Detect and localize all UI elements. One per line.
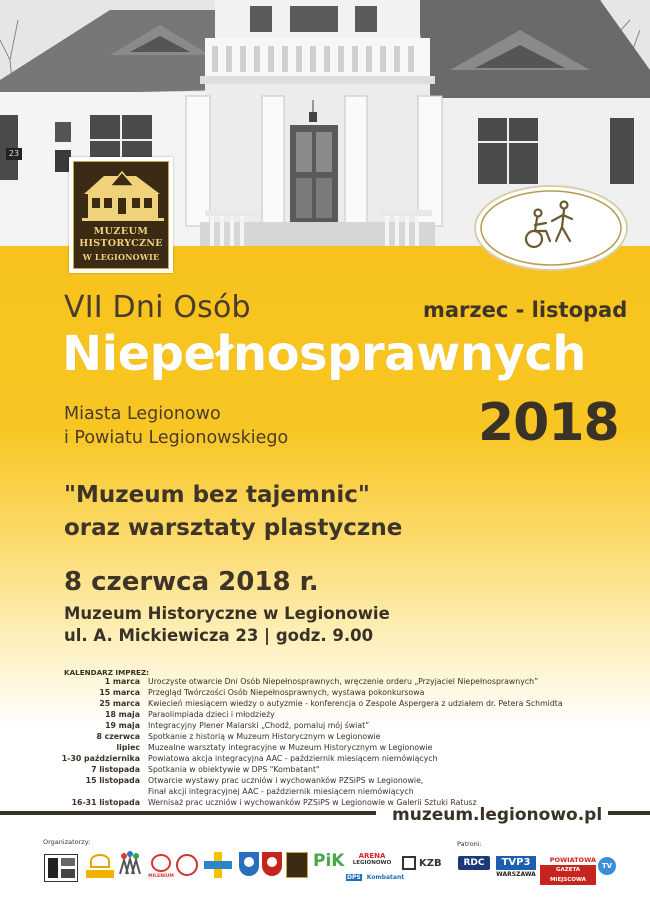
house-number-plate: 23 [6, 148, 22, 160]
event-address: ul. A. Mickiewicza 23 | godz. 9.00 [64, 626, 374, 645]
event-year: 2018 [478, 393, 619, 453]
calendar-row [0, 732, 650, 742]
calendar-event: Spotkania w obiektywie w DPS "Kombatant" [148, 765, 320, 774]
event-period: marzec - listopad [423, 298, 628, 322]
calendar-event: Muzealne warsztaty integracyjne w Muzeum Historycznym w Legionowie [148, 743, 433, 752]
event-date: 8 czerwca 2018 r. [64, 567, 319, 597]
organizers-label: Organizatorzy: [43, 838, 91, 846]
calendar-row [0, 677, 650, 687]
main-title: Niepełnosprawnych [62, 326, 586, 382]
museum-logo-line1: MUZEUM [93, 226, 149, 237]
organizer-logo-1 [44, 854, 78, 882]
kzb-logo: KZB [402, 854, 442, 878]
calendar-row [0, 743, 650, 753]
calendar-row [0, 688, 650, 698]
community-figures-icon [118, 850, 142, 880]
museum-small-logo [286, 852, 308, 878]
disability-integration-icon [472, 183, 630, 273]
museum-house-icon [74, 164, 170, 226]
patrons-label: Patroni: [457, 840, 482, 848]
gazeta-miejscowa-logo: POWIATOWA GAZETA MIEJSCOWA [540, 856, 596, 880]
city-coat-of-arms-icon [262, 852, 282, 876]
local-tv-logo: TV [598, 857, 616, 875]
calendar-date: 18 maja [105, 710, 140, 719]
calendar-row [0, 787, 650, 797]
calendar-date: 25 marca [99, 699, 140, 708]
calendar-event: Spotkanie z historią w Muzeum Historycznym w Legionowie [148, 732, 381, 741]
calendar-event: Powiatowa akcja integracyjna AAC - październik miesiącem niemówiących [148, 754, 438, 763]
calendar-event: Otwarcie wystawy prac uczniów i wychowanków PZSiPS w Legionowie, [148, 776, 424, 785]
city-line-2: i Powiatu Legionowskiego [64, 428, 289, 448]
calendar-date: 16-31 listopada [71, 798, 140, 807]
city-line-1: Miasta Legionowo [64, 404, 221, 424]
calendar-event: Wernisaż prac uczniów i wychowanków PZSiPS w Legionowie w Galerii Sztuki Ratusz [148, 798, 477, 807]
calendar-row [0, 765, 650, 775]
calendar-date: 15 marca [99, 688, 140, 697]
county-coat-of-arms-icon [239, 852, 259, 876]
calendar-date: lipiec [116, 743, 140, 752]
calendar-date: 19 maja [105, 721, 140, 730]
calendar-date: 1 marca [104, 677, 140, 686]
footer-divider-right [608, 811, 650, 815]
event-venue: Muzeum Historyczne w Legionowie [64, 604, 390, 623]
calendar-row [0, 776, 650, 786]
calendar-row [0, 754, 650, 764]
calendar-heading: KALENDARZ IMPREZ: [64, 668, 150, 677]
museum-website-link[interactable]: muzeum.legionowo.pl [392, 805, 603, 825]
museum-logo [69, 157, 173, 273]
calendar-event: Kwiecień miesiącem wiedzy o autyzmie - konferencja o Zespole Aspergera z udziałem dr. Petera Schmidta [148, 699, 563, 708]
calendar-event: Finał akcji integracyjnej AAC - październik miesiącem niemówiących [148, 787, 414, 796]
organizer-seal-icon [176, 854, 198, 876]
event-name-line-2: oraz warsztaty plastyczne [64, 515, 403, 541]
rdc-radio-logo: RDC [458, 856, 490, 878]
pik-logo: PiK [313, 851, 345, 871]
event-name-line-1: "Muzeum bez tajemnic" [64, 482, 370, 508]
foundation-logo [84, 852, 116, 882]
calendar-date: 7 listopada [91, 765, 140, 774]
milenium-logo: MILENIUM [148, 852, 174, 882]
pcpr-cross-icon [204, 852, 232, 878]
calendar-row [0, 710, 650, 720]
calendar-date: 1-30 października [61, 754, 140, 763]
calendar-row [0, 699, 650, 709]
calendar-event: Przegląd Twórczości Osób Niepełnosprawnych, wystawa pokonkursowa [148, 688, 425, 697]
calendar-date: 8 czerwca [96, 732, 140, 741]
tvp3-warszawa-logo: TVP3 WARSZAWA [496, 857, 536, 878]
calendar-event: Paraolimpiada dzieci i młodzieży [148, 710, 275, 719]
arena-dps-kombatant-logo: ARENA LEGIONOWO DPS Kombatant [347, 852, 405, 881]
calendar-date: 15 listopada [85, 776, 140, 785]
museum-logo-line3: W LEGIONOWIE [82, 252, 160, 262]
calendar-row [0, 721, 650, 731]
museum-logo-line2: HISTORYCZNE [79, 238, 163, 249]
edition-title: VII Dni Osób [64, 290, 251, 325]
calendar-event: Uroczyste otwarcie Dni Osób Niepełnosprawnych, wręczenie orderu „Przyjaciel Niepełnosprawnych” [148, 677, 539, 686]
calendar-event: Integracyjny Plener Malarski „Chodź, pomaluj mój świat” [148, 721, 370, 730]
footer-divider-left [0, 811, 376, 815]
